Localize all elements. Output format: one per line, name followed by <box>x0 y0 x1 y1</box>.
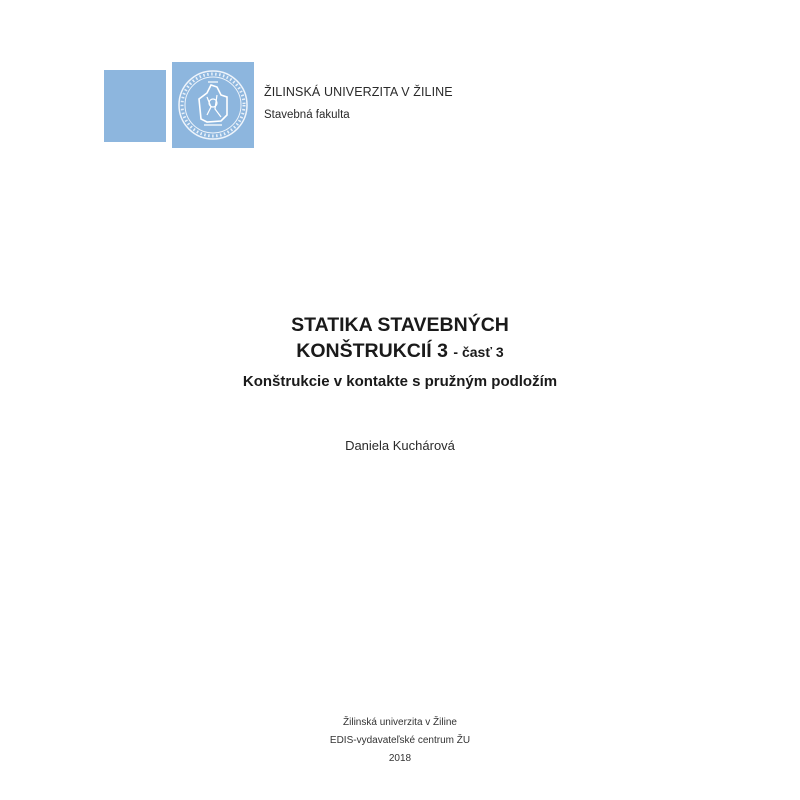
header-text <box>264 84 453 123</box>
seal-emblem-icon <box>177 67 249 143</box>
university-seal-logo <box>172 62 254 148</box>
faculty-name: Stavebná fakulta <box>264 109 350 121</box>
title-line-2 <box>0 338 800 365</box>
imprint-publisher: Žilinská univerzita v Žiline <box>343 717 457 728</box>
imprint-year: 2018 <box>388 753 412 764</box>
title-line-2-main: KONŠTRUKCIÍ 3 <box>296 340 448 362</box>
title-block <box>0 312 800 390</box>
university-name: ŽILINSKÁ UNIVERZITA V ŽILINE <box>264 85 453 99</box>
imprint-publishing-center: EDIS-vydavateľské centrum ŽU <box>329 735 471 746</box>
author-name: Daniela Kuchárová <box>345 438 455 453</box>
title-line-1: STATIKA STAVEBNÝCH <box>291 314 509 336</box>
title-line-2-suffix: - časť 3 <box>453 344 504 360</box>
imprint <box>0 714 800 768</box>
subtitle: Konštrukcie v kontakte s pružným podložím <box>242 373 558 390</box>
decorative-blue-square <box>104 70 166 142</box>
